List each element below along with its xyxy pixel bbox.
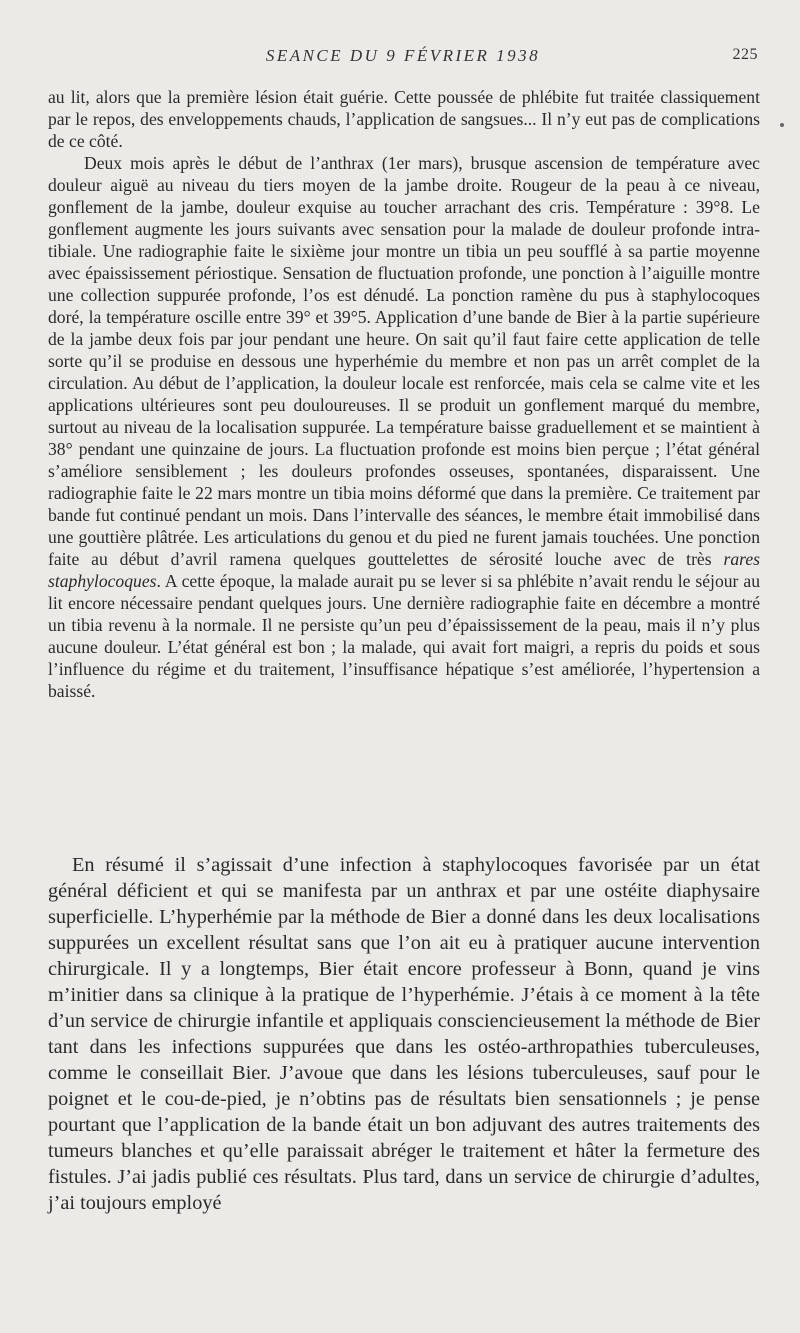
running-head (48, 46, 758, 70)
case-report-italic: rares staphylocoques (48, 549, 760, 591)
case-report-paragraph (48, 152, 760, 702)
paragraph-continued: au lit, alors que la première lésion était guérie. Cette poussée de phlébite fut traitée classiquement par le repos, des enveloppements chauds, l’application de sangsues... Il n’y eut pas de complications de ce côté. (48, 87, 760, 151)
case-report-text-1: Deux mois après le début de l’anthrax (1er mars), brusque ascension de température avec douleur aiguë au niveau du tiers moyen de la jambe droite. Rougeur de la peau à ce niveau, gonflement de la jambe, douleur exquise au toucher arrachant des cris. Température : 39°8. Le gonflement augmente les jours suivants avec sensation pour la malade de douleur profonde intra-tibiale. Une radiographie faite le sixième jour montre un tibia un peu soufflé à sa partie moyenne avec épaississement périostique. Sensation de fluctuation profonde, une ponction à l’aiguille montre une collection suppurée profonde, l’os est dénudé. La ponction ramène du pus à staphylocoques doré, la température oscille entre 39° et 39°5. Application d’une bande de Bier à la partie supérieure de la jambe deux fois par jour pendant une heure. On sait qu’il faut faire cette application de telle sorte qu’il se produise en dessous une hyperhémie du membre et non pas un arrêt complet de la circulation. Au début de l’application, la douleur locale est renforcée, mais cela se calme vite et les applications ultérieures sont peu douloureuses. Il se produit un gonflement marqué du membre, surtout au niveau de la localisation suppurée. La température baisse graduellement et se maintient à 38° pendant une quinzaine de jours. La fluctuation profonde est moins bien perçue ; l’état général s’améliore sensiblement ; les douleurs profondes osseuses, spontanées, disparaissent. Une radiographie faite le 22 mars montre un tibia moins déformé que dans la première. Ce traitement par bande fut continué pendant un mois. Dans l’intervalle des séances, le membre était immobilisé dans une gouttière plâtrée. Les articulations du genou et du pied ne furent jamais touchées. Une ponction faite au début d’avril ramena quelques gouttelettes de sérosité louche avec de très (48, 153, 760, 569)
summary-paragraph: En résumé il s’agissait d’une infection à staphylocoques favorisée par un état général déficient et qui se manifesta par un anthrax et par une ostéite diaphysaire superficielle. L’hyperhémie par la méthode de Bier a donné dans les deux localisations suppurées un excellent résultat sans que l’on ait eu à pratiquer aucune intervention chirurgicale. Il y a longtemps, Bier était encore professeur à Bonn, quand je vins m’initier dans sa clinique à la pratique de l’hyperhémie. J’étais à ce moment à la tête d’un service de chirurgie infantile et appliquais consciencieusement la méthode de Bier tant dans les infections suppurées que dans les ostéo-arthropathies tuberculeuses, comme le conseillait Bier. J’avoue que dans les lésions tuberculeuses, sauf pour le poignet et le cou-de-pied, je n’obtins pas de résultats bien sensationnels ; je pense pourtant que l’application de la bande était un bon adjuvant des autres traitements des tumeurs blanches et qu’elle paraissait abréger le traitement et hâter la fermeture des fistules. J’ai jadis publié ces résultats. Plus tard, dans un service de chirurgie d’adultes, j’ai toujours employé (48, 854, 760, 1214)
case-report-text-2: . A cette époque, la malade aurait pu se lever si sa phlébite n’avait rendu le séjour au lit encore nécessaire pendant quelques jours. Une dernière radiographie faite en décembre a montré un tibia revenu à la normale. Il ne persiste qu’un peu d’épaississement de la peau, mais il n’y plus aucune douleur. L’état général est bon ; la malade, qui avait fort maigri, a repris du poids et sous l’influence du régime et du traitement, l’insuffisance hépatique s’est améliorée, l’hypertension a baissé. (48, 571, 760, 701)
main-text-block (48, 852, 760, 1216)
small-print-block (48, 86, 760, 702)
margin-dot (780, 123, 784, 127)
running-title: SEANCE DU 9 FÉVRIER 1938 (265, 46, 541, 65)
page-number: 225 (732, 46, 758, 63)
